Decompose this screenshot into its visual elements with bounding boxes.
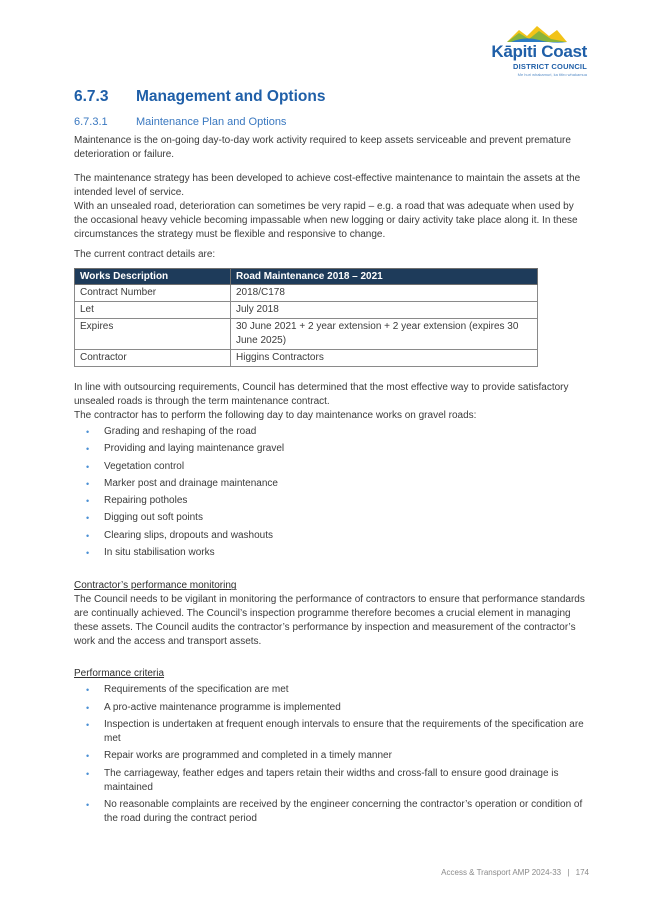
table-cell: Contractor <box>75 350 231 367</box>
bullet-icon: • <box>86 496 90 507</box>
bullet-icon: • <box>86 444 90 455</box>
criteria-list <box>74 683 589 825</box>
subsection-heading <box>74 116 589 131</box>
list-item: • No reasonable complaints are received by the engineer concerning the contractor’s operation or condition of the road during the contract period <box>86 798 583 824</box>
list-item: • Repairing potholes <box>86 495 188 507</box>
bullet-icon: • <box>86 799 90 810</box>
hills-logo-icon <box>505 24 569 44</box>
criteria-heading: Performance criteria <box>74 668 165 680</box>
list-item: • Repair works are programmed and completed in a timely manner <box>86 750 392 762</box>
section-heading <box>74 88 589 110</box>
subsection-number: 6.7.3.1 <box>74 116 108 128</box>
list-item: • Clearing slips, dropouts and washouts <box>86 529 273 541</box>
council-logo <box>467 24 587 82</box>
list-item: • Vegetation control <box>86 460 185 472</box>
logo-tagline: Me huri whakamuri, ka titiro whakamua <box>517 72 587 77</box>
table-header-cell: Works Description <box>75 269 231 285</box>
bullet-icon: • <box>86 702 90 713</box>
table-cell: July 2018 <box>231 302 538 319</box>
page-footer <box>441 868 589 877</box>
works-intro: The contractor has to perform the following day to day maintenance works on gravel roads: <box>74 410 477 421</box>
table-row <box>75 350 538 367</box>
table-cell: 30 June 2021 + 2 year extension + 2 year extension (expires 30 June 2025) <box>231 319 538 350</box>
table-header-row <box>75 269 538 285</box>
bullet-icon: • <box>86 548 90 559</box>
bullet-icon: • <box>86 719 90 730</box>
bullet-icon: • <box>86 427 90 437</box>
works-list <box>74 425 589 560</box>
bullet-icon: • <box>86 685 90 696</box>
list-item: • The carriageway, feather edges and tapers retain their widths and cross-fall to ensure good drainage is maintained <box>86 767 559 793</box>
footer-document-title: Access & Transport AMP 2024-33 <box>441 868 562 877</box>
table-row <box>75 302 538 319</box>
outsourcing-paragraph: In line with outsourcing requirements, Council has determined that the most effective way to provide satisfactory unsealed roads is through the term maintenance contract. <box>74 382 569 407</box>
table-row <box>75 285 538 302</box>
list-item: • Grading and reshaping of the road <box>86 426 257 437</box>
monitoring-paragraph: The Council needs to be vigilant in monitoring the performance of contractors to ensure that performance standards are continually achieved. The Council’s inspection programme therefore becomes a crucial element in managing these assets. The Council audits the contractor’s performance by inspection and measurement of the contractor’s work and the access and transport assets. <box>74 594 585 648</box>
intro-paragraph-4: The current contract details are: <box>74 249 216 260</box>
list-item: • Providing and laying maintenance gravel <box>86 443 285 455</box>
bullet-icon: • <box>86 530 90 541</box>
table-cell: Let <box>75 302 231 319</box>
section-title: Management and Options <box>136 88 326 105</box>
list-item: • Inspection is undertaken at frequent enough intervals to ensure that the requirements of the specification are met <box>86 718 584 744</box>
bullet-icon: • <box>86 513 90 524</box>
list-item: • A pro-active maintenance programme is implemented <box>86 701 341 713</box>
table-row <box>75 319 538 350</box>
table-cell: 2018/C178 <box>231 285 538 302</box>
table-header-cell: Road Maintenance 2018 – 2021 <box>231 269 538 285</box>
intro-paragraph-3: With an unsealed road, deterioration can sometimes be very rapid – e.g. a road that was adequate when used by the occasional heavy vehicle becoming impassable when new logging or dairy activity take place along it. In these circumstances the strategy must be flexible and responsive to change. <box>74 201 578 240</box>
table-cell: Higgins Contractors <box>231 350 538 367</box>
bullet-icon: • <box>86 461 90 472</box>
bullet-icon: • <box>86 478 90 489</box>
page-number: 174 <box>575 868 589 877</box>
intro-paragraph-1: Maintenance is the on-going day-to-day work activity required to keep assets serviceable and prevent premature deterioration or failure. <box>74 135 571 160</box>
logo-subtitle: DISTRICT COUNCIL <box>512 62 587 71</box>
intro-paragraph-2: The maintenance strategy has been developed to achieve cost-effective maintenance to maintain the assets at the intended level of service. <box>74 173 581 198</box>
list-item: • In situ stabilisation works <box>86 547 215 559</box>
bullet-icon: • <box>86 768 90 779</box>
table-cell: Expires <box>75 319 231 350</box>
logo-name: Kāpiti Coast <box>491 42 587 61</box>
list-item: • Marker post and drainage maintenance <box>86 477 278 489</box>
monitoring-heading: Contractor’s performance monitoring <box>74 580 237 592</box>
table-cell: Contract Number <box>75 285 231 302</box>
list-item: • Digging out soft points <box>86 512 203 524</box>
contract-table <box>74 268 538 367</box>
subsection-title: Maintenance Plan and Options <box>136 116 287 128</box>
main-content <box>74 88 589 829</box>
bullet-icon: • <box>86 751 90 762</box>
section-number: 6.7.3 <box>74 88 109 105</box>
footer-separator: | <box>567 868 570 877</box>
list-item: • Requirements of the specification are met <box>86 684 289 696</box>
